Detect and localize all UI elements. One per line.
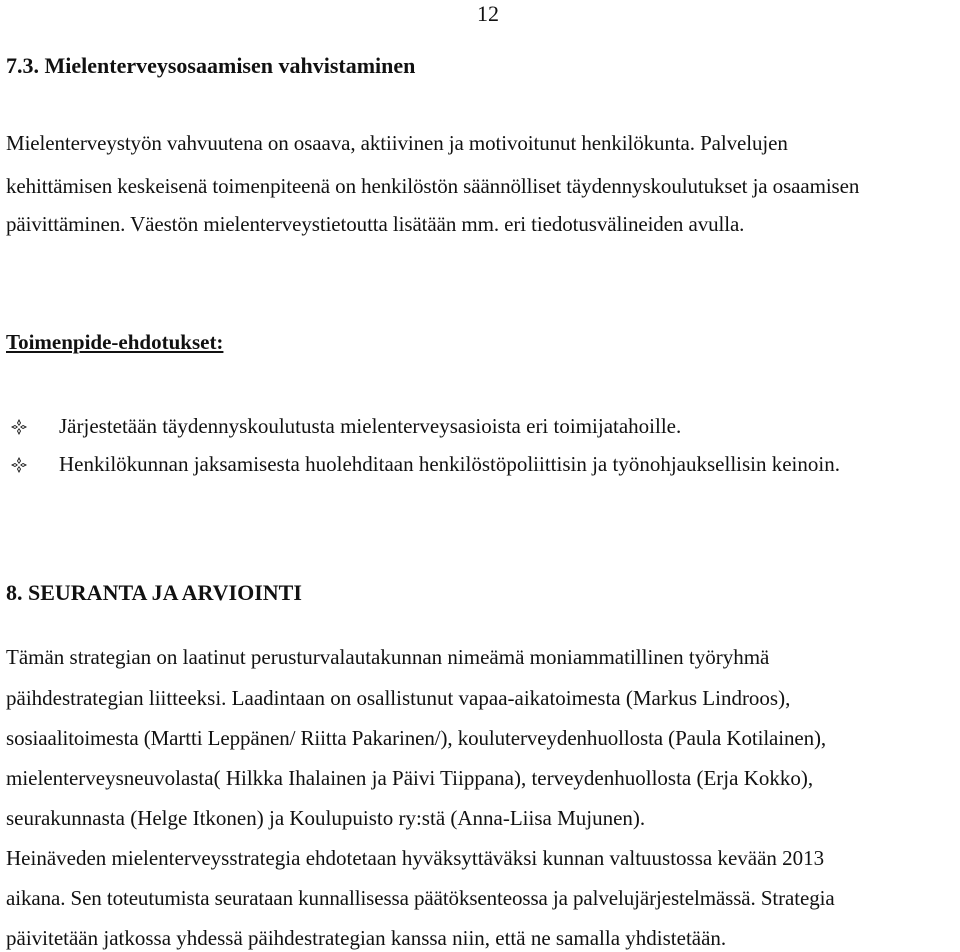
body-line-4: mielenterveysneuvolasta( Hilkka Ihalainen ja Päivi Tiippana), terveydenhuollosta (Erja Kokko), (6, 766, 814, 790)
body-line-1: Tämän strategian on laatinut perusturvalautakunnan nimeämä moniammatillinen työryhmä (6, 645, 770, 669)
bullet-diamond-icon (10, 456, 28, 474)
section-heading-8: 8. SEURANTA JA ARVIOINTI (6, 580, 302, 605)
subheading-toimenpide: Toimenpide-ehdotukset: (6, 330, 224, 354)
body-line-3: sosiaalitoimesta (Martti Leppänen/ Riitta Pakarinen/), kouluterveydenhuollosta (Paula Kotilainen), (6, 726, 827, 750)
bullet-text-2: Henkilökunnan jaksamisesta huolehditaan henkilöstöpoliittisin ja työnohjauksellisin keinoin. (59, 452, 840, 476)
body-line-5: seurakunnasta (Helge Itkonen) ja Koulupuisto ry:stä (Anna-Liisa Mujunen). (6, 806, 646, 830)
intro-line-1: Mielenterveystyön vahvuutena on osaava, aktiivinen ja motivoitunut henkilökunta. Palvelujen (6, 131, 788, 155)
bullet-diamond-icon (10, 418, 28, 436)
body-line-7: aikana. Sen toteutumista seurataan kunnallisessa päätöksenteossa ja palvelujärjestelmässä. Strategia (6, 886, 835, 910)
body-line-8: päivitetään jatkossa yhdessä päihdestrategian kanssa niin, että ne samalla yhdistetään. (6, 926, 727, 950)
section-heading-7-3: 7.3. Mielenterveysosaamisen vahvistaminen (6, 53, 416, 78)
body-line-6: Heinäveden mielenterveysstrategia ehdotetaan hyväksyttäväksi kunnan valtuustossa kevään 2013 (6, 846, 825, 870)
bullet-item-2 (10, 452, 840, 477)
intro-line-3: päivittäminen. Väestön mielenterveystietoutta lisätään mm. eri tiedotusvälineiden avulla. (6, 212, 745, 236)
intro-line-2: kehittämisen keskeisenä toimenpiteenä on henkilöstön säännölliset täydennyskoulutukset ja osaamisen (6, 174, 860, 198)
page-number: 12 (477, 1, 499, 26)
bullet-text-1: Järjestetään täydennyskoulutusta mielenterveysasioista eri toimijatahoille. (59, 414, 682, 438)
bullet-item-1 (10, 414, 681, 439)
body-line-2: päihdestrategian liitteeksi. Laadintaan on osallistunut vapaa-aikatoimesta (Markus Lindroos), (6, 686, 791, 710)
